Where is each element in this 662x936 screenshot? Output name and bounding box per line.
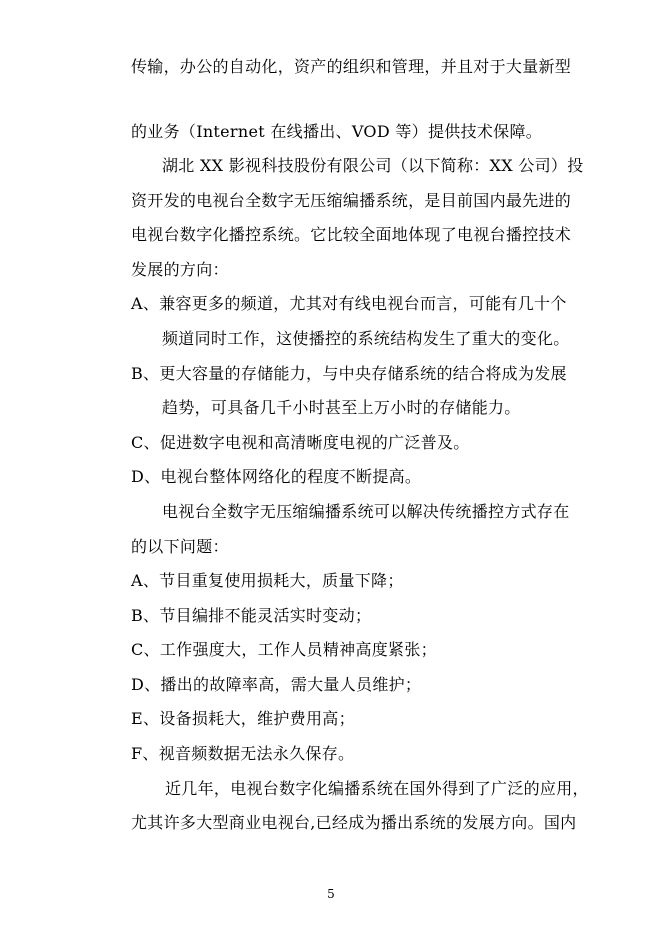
list-item: C、工作强度大，工作人员精神高度紧张； bbox=[131, 640, 437, 659]
text-line: 电视台数字化播控系统。它比较全面地体现了电视台播控技术 bbox=[131, 225, 572, 244]
text-line: 尤其许多大型商业电视台,已经成为播出系统的发展方向。国内 bbox=[131, 813, 577, 832]
page-number: 5 bbox=[327, 887, 335, 901]
paragraph-first-line: 近几年，电视台数字化编播系统在国外得到了广泛的应用， bbox=[165, 779, 589, 798]
text-line: 发展的方向： bbox=[131, 260, 229, 279]
list-item: F、视音频数据无法永久保存。 bbox=[131, 744, 355, 763]
list-item: A、节目重复使用损耗大，质量下降； bbox=[131, 571, 404, 590]
text-line: 的业务（Internet 在线播出、VOD 等）提供技术保障。 bbox=[131, 122, 543, 141]
list-item: B、节目编排不能灵活实时变动； bbox=[131, 606, 372, 625]
list-item: B、更大容量的存储能力，与中央存储系统的结合将成为发展 bbox=[131, 364, 567, 383]
list-item: D、播出的故障率高，需大量人员维护； bbox=[131, 675, 422, 694]
list-item: E、设备损耗大，维护费用高； bbox=[131, 709, 355, 728]
list-item: C、促进数字电视和高清晰度电视的广泛普及。 bbox=[131, 433, 470, 452]
list-item-continuation: 趋势，可具备几千小时甚至上万小时的存储能力。 bbox=[162, 398, 521, 417]
list-item: A、兼容更多的频道，尤其对有线电视台而言，可能有几十个 bbox=[131, 294, 567, 313]
list-item: D、电视台整体网络化的程度不断提高。 bbox=[131, 467, 422, 486]
text-line: 资开发的电视台全数字无压缩编播系统，是目前国内最先进的 bbox=[131, 191, 572, 210]
list-item-continuation: 频道同时工作，这使播控的系统结构发生了重大的变化。 bbox=[162, 329, 570, 348]
paragraph-first-line: 湖北 XX 影视科技股份有限公司（以下简称：XX 公司）投 bbox=[162, 156, 584, 175]
text-line: 传输，办公的自动化，资产的组织和管理，并且对于大量新型 bbox=[131, 57, 572, 76]
paragraph-first-line: 电视台全数字无压缩编播系统可以解决传统播控方式存在 bbox=[162, 502, 570, 521]
text-line: 的以下问题： bbox=[131, 537, 229, 556]
